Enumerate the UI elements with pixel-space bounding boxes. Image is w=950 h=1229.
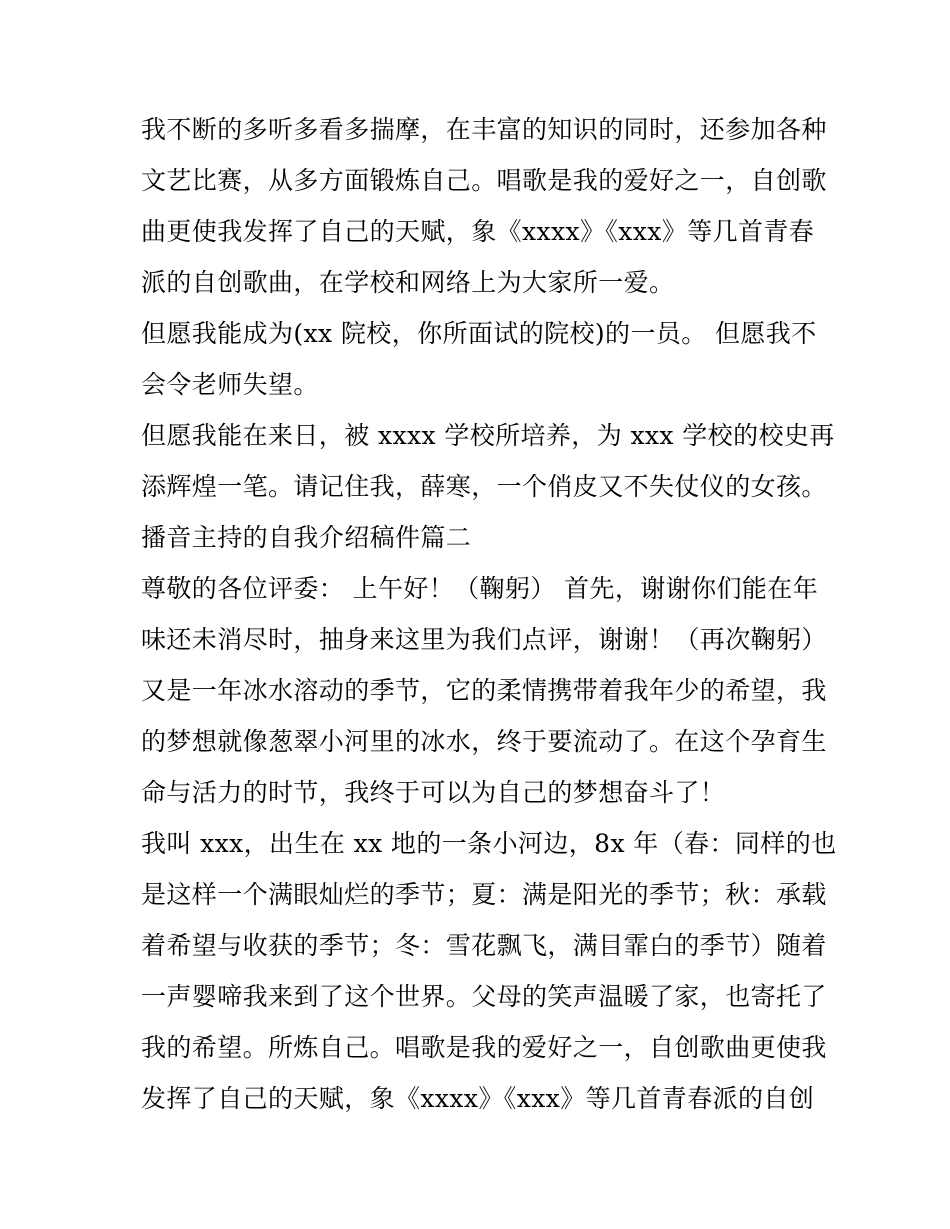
text-line: 的梦想就像葱翠小河里的冰水，终于要流动了。在这个孕育生	[141, 727, 827, 756]
text-line: 一声婴啼我来到了这个世界。父母的笑声温暖了家，也寄托了	[141, 982, 827, 1011]
text-line: 味还未消尽时，抽身来这里为我们点评，谢谢！（再次鞠躬）	[141, 625, 827, 654]
text-line: 但愿我能成为(xx 院校，你所面试的院校)的一员。 但愿我不	[141, 319, 817, 348]
text-line: 命与活力的时节，我终于可以为自己的梦想奋斗了！	[141, 778, 726, 807]
text-line: 但愿我能在来日，被 xxxx 学校所培养，为 xxx 学校的校史再	[141, 421, 835, 450]
text-line: 是这样一个满眼灿烂的季节；夏：满是阳光的季节；秋：承载	[141, 880, 827, 909]
text-line: 尊敬的各位评委： 上午好！（鞠躬） 首先，谢谢你们能在年	[141, 574, 819, 603]
text-line: 我不断的多听多看多揣摩，在丰富的知识的同时，还参加各种	[141, 115, 827, 144]
text-line: 曲更使我发挥了自己的天赋，象《xxxx》《xxx》等几首青春	[141, 217, 815, 246]
text-line: 派的自创歌曲，在学校和网络上为大家所一爱。	[141, 268, 675, 297]
text-line: 我的希望。所炼自己。唱歌是我的爱好之一，自创歌曲更使我	[141, 1033, 827, 1062]
text-line: 我叫 xxx，出生在 xx 地的一条小河边，8x 年（春：同样的也	[141, 829, 837, 858]
text-line: 又是一年冰水溶动的季节，它的柔情携带着我年少的希望，我	[141, 676, 827, 705]
text-line: 发挥了自己的天赋，象《xxxx》《xxx》等几首青春派的自创	[141, 1084, 815, 1113]
text-line: 会令老师失望。	[141, 370, 319, 399]
section-heading: 播音主持的自我介绍稿件篇二	[141, 523, 472, 552]
text-line: 添辉煌一笔。请记住我，薛寒，一个俏皮又不失仗仪的女孩。	[141, 472, 827, 501]
document-body	[141, 104, 837, 1124]
text-line: 着希望与收获的季节；冬：雪花飘飞，满目霏白的季节）随着	[141, 931, 827, 960]
text-line: 文艺比赛，从多方面锻炼自己。唱歌是我的爱好之一，自创歌	[141, 166, 827, 195]
